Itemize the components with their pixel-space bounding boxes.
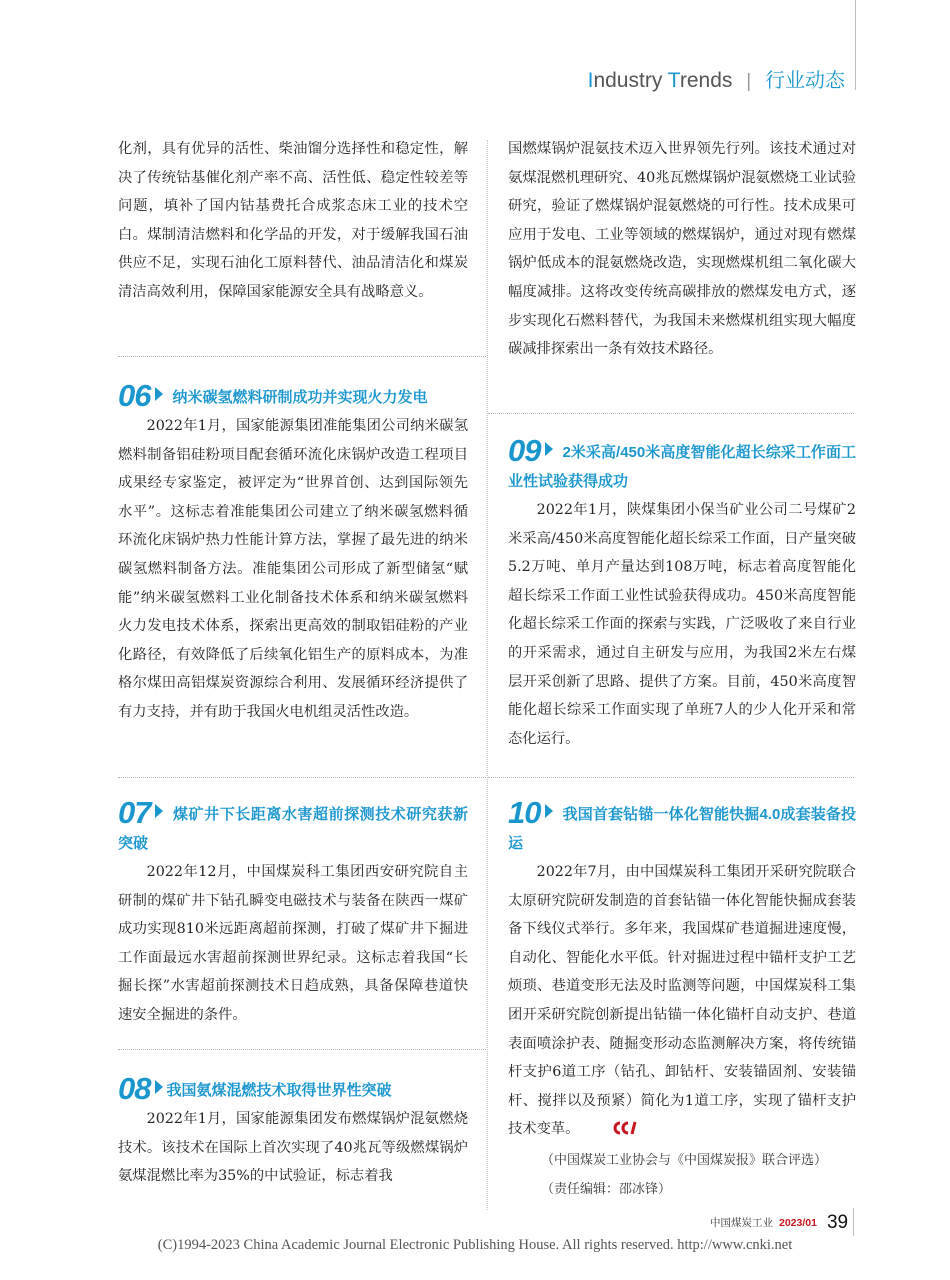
section-09-number: 09 bbox=[508, 433, 541, 468]
section-header bbox=[588, 64, 845, 93]
section-08-heading bbox=[118, 1071, 468, 1106]
triangle-icon bbox=[155, 804, 163, 818]
triangle-icon bbox=[155, 1080, 163, 1094]
selection-credit: （中国煤炭工业协会与《中国煤炭报》联合评选） bbox=[541, 1151, 828, 1167]
right-intro-text: 国燃煤锅炉混氨技术迈入世界领先行列。该技术通过对氨煤混燃机理研究、40兆瓦燃煤锅炉混氨燃烧工业试验研究，验证了燃煤锅炉混氨燃烧的可行性。技术成果可应用于发电、工业等领域的燃煤锅炉，通过对现有燃煤锅炉低成本的混氨燃烧改造，实现燃煤机组二氧化碳大幅度减排。这将改变传统高碳排放的燃煤发电方式，逐步实现化石燃料替代，为我国未来燃煤机组实现大幅度碳减排探索出一条有效技术路径。 bbox=[508, 141, 856, 358]
separator-left-1 bbox=[118, 356, 486, 357]
footer-divider-line bbox=[853, 1208, 854, 1236]
triangle-icon bbox=[545, 442, 553, 456]
section-10 bbox=[508, 795, 856, 1203]
header-divider-line bbox=[855, 0, 856, 90]
page-footer bbox=[710, 1212, 848, 1234]
section-06-title: 纳米碳氢燃料研制成功并实现火力发电 bbox=[172, 389, 428, 406]
cnki-copyright: (C)1994-2023 China Academic Journal Electronic Publishing House. All rights reserved. http://www.cnki.net bbox=[157, 1237, 793, 1253]
separator-left-2 bbox=[118, 777, 486, 778]
footer-issue: 2023/01 bbox=[779, 1217, 817, 1229]
section-08-number: 08 bbox=[118, 1071, 151, 1106]
section-06-heading bbox=[118, 378, 468, 413]
separator-right-2 bbox=[488, 777, 854, 778]
header-en-cap-t: T bbox=[667, 69, 680, 92]
section-10-body bbox=[508, 858, 856, 1146]
triangle-icon bbox=[155, 387, 163, 401]
section-07-heading bbox=[118, 795, 468, 858]
header-en-part2: rends bbox=[679, 69, 733, 92]
left-intro bbox=[118, 135, 468, 307]
section-08-body: 2022年1月，国家能源集团发布燃煤锅炉混氨燃烧技术。该技术在国际上首次实现了40兆瓦等级燃煤锅炉氨煤混燃比率为35%的中试验证，标志着我 bbox=[118, 1111, 468, 1185]
section-06-body: 2022年1月，国家能源集团准能集团公司纳米碳氢燃料制备铝硅粉项目配套循环流化床锅炉改造工程项目成果经专家鉴定，被评定为“世界首创、达到国际领先水平”。这标志着准能集团公司建立了纳米碳氢燃料循环流化床锅炉热力性能计算方法，掌握了最先进的纳米碳氢燃料制备方法。准能集团公司形成了新型储氢“赋能”纳米碳氢燃料工业化制备技术体系和纳米碳氢燃料火力发电技术体系，探索出更高效的制取铝硅粉的产业化路径，有效降低了后续氧化铝生产的原料成本，为准格尔煤田高铝煤炭资源综合利用、发展循环经济提供了有力支持，并有助于我国火电机组灵活性改造。 bbox=[118, 418, 468, 720]
separator-left-3 bbox=[118, 1049, 486, 1050]
section-06 bbox=[118, 378, 468, 727]
header-cn-title: 行业动态 bbox=[765, 70, 845, 92]
ccj-logo-icon bbox=[583, 1117, 638, 1146]
section-08 bbox=[118, 1071, 468, 1191]
section-09 bbox=[508, 433, 856, 753]
header-en-cap-i: I bbox=[587, 69, 594, 92]
section-10-number: 10 bbox=[508, 795, 541, 830]
column-divider bbox=[487, 140, 488, 1210]
separator-right-1 bbox=[488, 413, 854, 414]
section-10-title: 我国首套钻锚一体化智能快掘4.0成套装备投运 bbox=[508, 806, 856, 852]
section-08-title: 我国氨煤混燃技术取得世界性突破 bbox=[166, 1082, 392, 1099]
right-intro bbox=[508, 135, 856, 364]
section-07 bbox=[118, 795, 468, 1030]
section-10-heading bbox=[508, 795, 856, 858]
editor-credit: （责任编辑：邵冰锋） bbox=[541, 1180, 672, 1196]
header-separator: | bbox=[746, 71, 752, 92]
section-07-number: 07 bbox=[118, 795, 151, 830]
section-10-body-text: 2022年7月，由中国煤炭科工集团开采研究院联合太原研究院研发制造的首套钻锚一体化智能快掘成套装备下线仪式举行。多年来，我国煤矿巷道掘进速度慢，自动化、智能化水平低。针对掘进过程中锚杆支护工艺烦琐、巷道变形无法及时监测等问题，中国煤炭科工集团开采研究院创新提出钻锚一体化锚杆自动支护、巷道表面喷涂护表、随掘变形动态监测解决方案，将传统锚杆支护6道工序（钻孔、卸钻杆、安装锚固剂、安装锚杆、搅拌以及预紧）简化为1道工序，实现了锚杆支护技术变革。 bbox=[508, 864, 856, 1138]
footer-magazine-name: 中国煤炭工业 bbox=[710, 1217, 773, 1229]
section-09-title: 2米采高/450米高度智能化超长综采工作面工业性试验获得成功 bbox=[508, 444, 856, 490]
section-07-title: 煤矿井下长距离水害超前探测技术研究获新突破 bbox=[118, 806, 468, 852]
section-09-body: 2022年1月，陕煤集团小保当矿业公司二号煤矿2米采高/450米高度智能化超长综采工作面，日产量突破5.2万吨、单月产量达到108万吨，标志着高度智能化超长综采工作面工业性试验获得成功。450米高度智能化超长综采工作面的探索与实践，广泛吸收了来自行业的开采需求，通过自主研发与应用，为我国2米左右煤层开采创新了思路、提供了方案。目前，450米高度智能化超长综采工作面实现了单班7人的少人化开采和常态化运行。 bbox=[508, 502, 856, 747]
page-number: 39 bbox=[826, 1212, 849, 1233]
header-en-part1: ndustry bbox=[593, 69, 668, 92]
section-06-number: 06 bbox=[118, 378, 151, 413]
section-07-body: 2022年12月，中国煤炭科工集团西安研究院自主研制的煤矿井下钻孔瞬变电磁技术与装备在陕西一煤矿成功实现810米远距离超前探测，打破了煤矿井下掘进工作面最远水害超前探测世界纪录。这标志着我国“长掘长探”水害超前探测技术日趋成熟，具备保障巷道快速安全掘进的条件。 bbox=[118, 864, 468, 1023]
triangle-icon bbox=[545, 804, 553, 818]
left-intro-text: 化剂，具有优异的活性、柴油馏分选择性和稳定性，解决了传统钴基催化剂产率不高、活性低、稳定性较差等问题，填补了国内钴基费托合成浆态床工业的技术空白。煤制清洁燃料和化学品的开发，对于缓解我国石油供应不足，实现石油化工原料替代、油品清洁化和煤炭清洁高效利用，保障国家能源安全具有战略意义。 bbox=[118, 141, 468, 300]
section-09-heading bbox=[508, 433, 856, 496]
